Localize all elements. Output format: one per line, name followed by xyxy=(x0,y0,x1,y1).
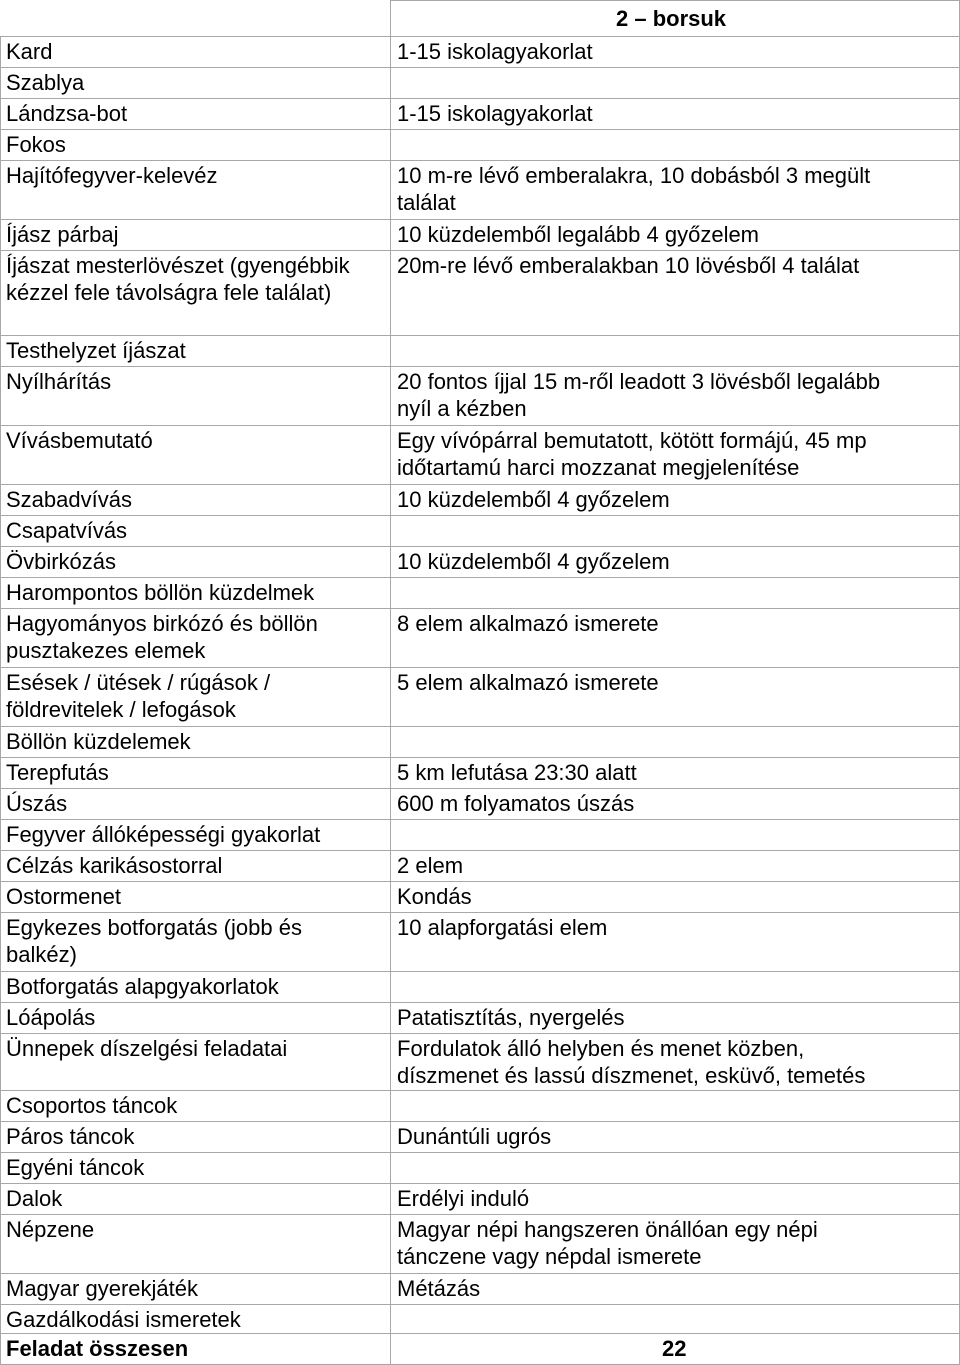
table-row xyxy=(0,219,960,250)
row-label-line: földrevitelek / lefogások xyxy=(6,697,236,722)
table-row xyxy=(0,1002,960,1033)
row-label-line: Lóápolás xyxy=(6,1005,96,1030)
row-label xyxy=(6,579,314,606)
table-row xyxy=(0,850,960,881)
table-row xyxy=(0,250,960,335)
total-value: 22 xyxy=(662,1336,687,1361)
row-value xyxy=(397,100,593,127)
table-row xyxy=(0,98,960,129)
row-value xyxy=(397,883,472,910)
table-row xyxy=(0,129,960,160)
table-row xyxy=(0,546,960,577)
row-value xyxy=(397,1185,529,1212)
row-label-line: Célzás karikásostorral xyxy=(6,853,223,878)
table-row xyxy=(0,1152,960,1183)
row-value-line: találat xyxy=(397,190,456,215)
row-value xyxy=(397,790,634,817)
table-row xyxy=(0,608,960,667)
row-label xyxy=(6,1154,144,1181)
row-value-line: időtartamú harci mozzanat megjelenítése xyxy=(397,455,800,480)
grid-line xyxy=(0,1333,960,1334)
row-value-line: 20m-re lévő emberalakban 10 lövésből 4 találat xyxy=(397,253,860,278)
row-label-line: Úszás xyxy=(6,791,68,816)
row-label xyxy=(6,100,127,127)
table-row xyxy=(0,757,960,788)
row-value-line: 8 elem alkalmazó ismerete xyxy=(397,611,659,636)
column-header-borsuk: 2 – borsuk xyxy=(616,6,727,31)
row-label-line: Fegyver állóképességi gyakorlat xyxy=(6,822,321,847)
row-label-line: Övbirkózás xyxy=(6,549,117,574)
row-label xyxy=(6,914,302,968)
row-label-line: Lándzsa-bot xyxy=(6,101,128,126)
table-row xyxy=(0,1273,960,1304)
row-label-line: Csoportos táncok xyxy=(6,1093,178,1118)
row-label-line: pusztakezes elemek xyxy=(6,638,206,663)
row-label xyxy=(6,252,350,306)
row-label-line: Dalok xyxy=(6,1186,63,1211)
row-value xyxy=(397,1275,480,1302)
table-row xyxy=(0,1033,960,1090)
row-label xyxy=(6,1185,62,1212)
row-label-line: Egyéni táncok xyxy=(6,1155,145,1180)
row-label xyxy=(6,517,127,544)
row-label-line: Botforgatás alapgyakorlatok xyxy=(6,974,279,999)
row-label-line: Népzene xyxy=(6,1217,95,1242)
table-row xyxy=(0,971,960,1002)
row-label xyxy=(6,131,66,158)
row-label xyxy=(6,610,318,664)
table-row xyxy=(0,335,960,366)
row-value-line: 5 elem alkalmazó ismerete xyxy=(397,670,659,695)
row-value xyxy=(397,221,759,248)
row-label xyxy=(6,1004,95,1031)
row-label-line: Íjászat mesterlövészet (gyengébbik xyxy=(6,253,350,278)
row-value xyxy=(397,252,859,279)
row-value-line: 10 alapforgatási elem xyxy=(397,915,608,940)
row-label xyxy=(6,1306,241,1333)
row-label-line: Csapatvívás xyxy=(6,518,128,543)
row-value-line: díszmenet és lassú díszmenet, esküvő, temetés xyxy=(397,1063,866,1088)
row-label-line: Szablya xyxy=(6,70,85,95)
row-value-line: Patatisztítás, nyergelés xyxy=(397,1005,625,1030)
row-label xyxy=(6,548,116,575)
row-label-line: Terepfutás xyxy=(6,760,109,785)
row-value xyxy=(397,548,670,575)
row-label xyxy=(6,69,84,96)
row-label-line: Esések / ütések / rúgások / xyxy=(6,670,271,695)
table-row xyxy=(0,515,960,546)
table-row xyxy=(0,484,960,515)
table-row xyxy=(0,881,960,912)
row-label xyxy=(6,427,153,454)
table-row xyxy=(0,67,960,98)
row-value-line: Magyar népi hangszeren önállóan egy népi xyxy=(397,1217,818,1242)
row-label xyxy=(6,1092,177,1119)
row-label-line: Íjász párbaj xyxy=(6,222,119,247)
row-value-line: Métázás xyxy=(397,1276,481,1301)
row-value-line: 10 küzdelemből legalább 4 győzelem xyxy=(397,222,760,247)
row-value xyxy=(397,368,880,422)
row-label-line: Gazdálkodási ismeretek xyxy=(6,1307,241,1332)
row-label-line: Testhelyzet íjászat xyxy=(6,338,186,363)
row-label-line: Szabadvívás xyxy=(6,487,132,512)
row-value xyxy=(397,914,607,941)
row-label-line: Hagyományos birkózó és böllön xyxy=(6,611,318,636)
table-row xyxy=(0,1183,960,1214)
row-label xyxy=(6,728,191,755)
row-label xyxy=(6,973,279,1000)
row-value-line: Dunántúli ugrós xyxy=(397,1124,552,1149)
table-row xyxy=(0,577,960,608)
row-value-line: tánczene vagy népdal ismerete xyxy=(397,1244,702,1269)
table-row xyxy=(0,425,960,484)
row-value xyxy=(397,1004,624,1031)
table-row xyxy=(0,366,960,425)
row-label-line: Harompontos böllön küzdelmek xyxy=(6,580,315,605)
row-value-line: nyíl a kézben xyxy=(397,396,527,421)
table-row xyxy=(0,819,960,850)
row-label-line: kézzel fele távolságra fele találat) xyxy=(6,280,332,305)
row-label xyxy=(6,368,111,395)
table-row xyxy=(0,667,960,726)
row-label-line: balkéz) xyxy=(6,942,77,967)
row-label-line: Hajítófegyver-kelevéz xyxy=(6,163,218,188)
row-label xyxy=(6,852,222,879)
grid-line xyxy=(390,0,960,1)
row-label xyxy=(6,790,67,817)
table-row xyxy=(0,1090,960,1121)
table-row xyxy=(0,1304,960,1333)
total-label: Feladat összesen xyxy=(6,1336,189,1361)
row-label xyxy=(6,337,186,364)
table-row xyxy=(0,912,960,971)
row-label-line: Böllön küzdelemek xyxy=(6,729,191,754)
table-row xyxy=(0,726,960,757)
row-label xyxy=(6,221,119,248)
row-label xyxy=(6,1035,287,1062)
row-value-line: 1-15 iskolagyakorlat xyxy=(397,39,593,64)
table-row xyxy=(0,788,960,819)
row-value xyxy=(397,486,670,513)
row-value xyxy=(397,38,593,65)
row-value-line: Kondás xyxy=(397,884,472,909)
row-label xyxy=(6,1123,134,1150)
row-value xyxy=(397,162,870,216)
row-value-line: 2 elem xyxy=(397,853,464,878)
row-value-line: Fordulatok álló helyben és menet közben, xyxy=(397,1036,805,1061)
row-label-line: Nyílhárítás xyxy=(6,369,112,394)
row-label xyxy=(6,1216,94,1243)
row-label-line: Páros táncok xyxy=(6,1124,135,1149)
row-label xyxy=(6,759,109,786)
row-value xyxy=(397,1216,818,1270)
row-value-line: 10 m-re lévő emberalakra, 10 dobásból 3 megült xyxy=(397,163,871,188)
row-value-line: 1-15 iskolagyakorlat xyxy=(397,101,593,126)
row-value-line: 10 küzdelemből 4 győzelem xyxy=(397,487,670,512)
row-value xyxy=(397,1123,551,1150)
table-row xyxy=(0,1121,960,1152)
row-label-line: Ünnepek díszelgési feladatai xyxy=(6,1036,288,1061)
table-row xyxy=(0,160,960,219)
row-value xyxy=(397,852,463,879)
row-label-line: Egykezes botforgatás (jobb és xyxy=(6,915,302,940)
row-value-line: 600 m folyamatos úszás xyxy=(397,791,635,816)
row-label xyxy=(6,821,320,848)
row-label xyxy=(6,883,121,910)
row-value-line: Egy vívópárral bemutatott, kötött formájú, 45 mp xyxy=(397,428,867,453)
row-value-line: 5 km lefutása 23:30 alatt xyxy=(397,760,637,785)
row-value-line: 10 küzdelemből 4 győzelem xyxy=(397,549,670,574)
table-row xyxy=(0,36,960,67)
row-value xyxy=(397,669,659,696)
row-label-line: Magyar gyerekjáték xyxy=(6,1276,198,1301)
row-value xyxy=(397,427,867,481)
row-label-line: Vívásbemutató xyxy=(6,428,153,453)
row-label xyxy=(6,486,132,513)
row-label xyxy=(6,38,52,65)
row-value-line: Erdélyi induló xyxy=(397,1186,530,1211)
row-label-line: Ostormenet xyxy=(6,884,121,909)
row-label-line: Fokos xyxy=(6,132,66,157)
table-row xyxy=(0,1214,960,1273)
row-label xyxy=(6,669,270,723)
row-label xyxy=(6,1275,198,1302)
row-value xyxy=(397,1035,865,1089)
row-label-line: Kard xyxy=(6,39,53,64)
row-value xyxy=(397,610,659,637)
row-value-line: 20 fontos íjjal 15 m-ről leadott 3 lövésből legalább xyxy=(397,369,881,394)
row-label xyxy=(6,162,218,189)
row-value xyxy=(397,759,637,786)
